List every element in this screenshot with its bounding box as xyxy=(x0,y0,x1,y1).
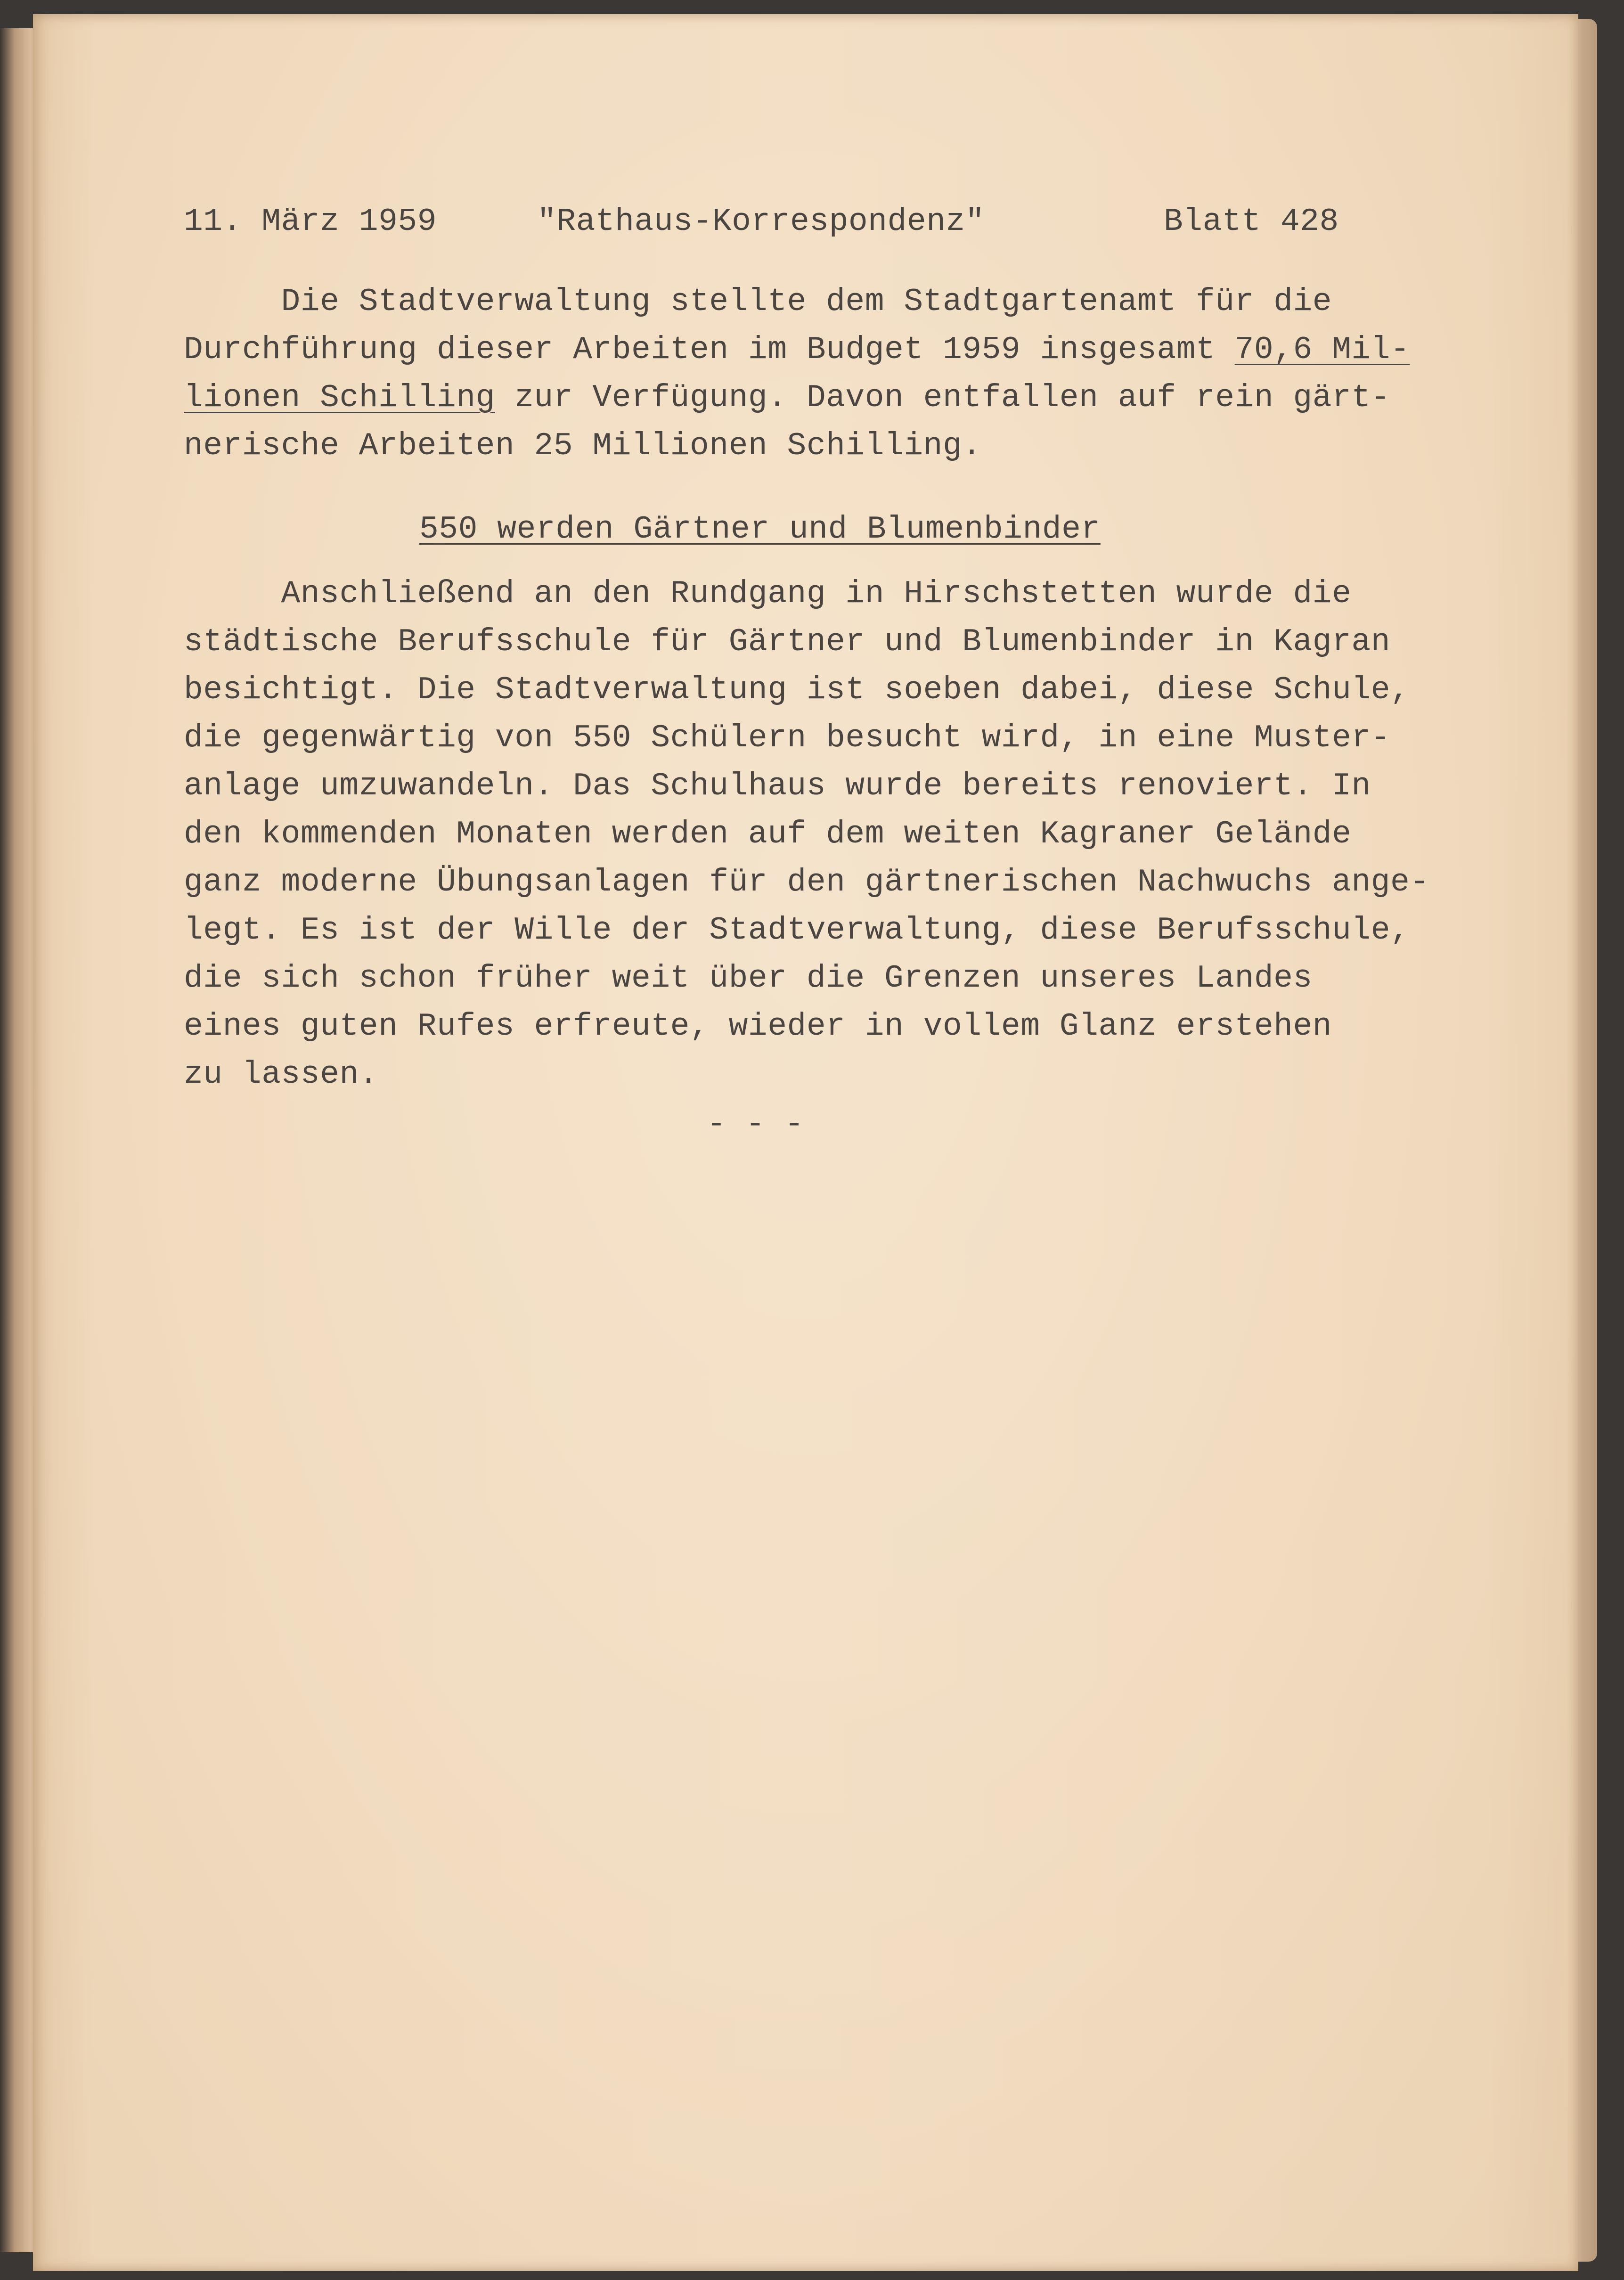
underlined-amount: 70,6 Mil- xyxy=(1234,332,1410,368)
header-publication: "Rathaus-Korrespondenz" xyxy=(537,204,985,240)
paragraph-line: die sich schon früher weit über die Grenzen unseres Landes xyxy=(184,960,1313,997)
paragraph-line: legt. Es ist der Wille der Stadtverwaltung, diese Berufsschule, xyxy=(184,912,1410,948)
section-heading: 550 werden Gärtner und Blumenbinder xyxy=(419,511,1101,548)
paragraph-text: Durchführung dieser Arbeiten im Budget 1959 insgesamt xyxy=(184,332,1235,368)
paragraph-line: ganz moderne Übungsanlagen für den gärtnerischen Nachwuchs ange- xyxy=(184,864,1429,900)
end-of-article-mark: - - - xyxy=(707,1106,804,1143)
paragraph-budget xyxy=(184,278,1410,470)
paragraph-text: zur Verfügung. Davon entfallen auf rein gärt- xyxy=(495,380,1391,416)
paragraph-line: besichtigt. Die Stadtverwaltung ist soeben dabei, diese Schule, xyxy=(184,672,1410,708)
header-sheet-number: Blatt 428 xyxy=(1164,204,1339,240)
paragraph-line: anlage umzuwandeln. Das Schulhaus wurde bereits renoviert. In xyxy=(184,768,1371,804)
paragraph-line: zu lassen. xyxy=(184,1056,379,1093)
paragraph-line: nerische Arbeiten 25 Millionen Schilling. xyxy=(184,428,982,464)
paragraph-line: die gegenwärtig von 550 Schülern besucht wird, in eine Muster- xyxy=(184,720,1391,756)
header-date: 11. März 1959 xyxy=(184,204,437,240)
paragraph-line: Anschließend an den Rundgang in Hirschstetten wurde die xyxy=(184,576,1352,612)
underlined-amount: lionen Schilling xyxy=(184,380,495,416)
paragraph-line: städtische Berufsschule für Gärtner und Blumenbinder in Kagran xyxy=(184,624,1391,660)
paragraph-school xyxy=(184,570,1429,1099)
paragraph-line: den kommenden Monaten werden auf dem weiten Kagraner Gelände xyxy=(184,816,1352,852)
paragraph-line xyxy=(184,326,1410,374)
paragraph-line: eines guten Rufes erfreute, wieder in vollem Glanz erstehen xyxy=(184,1008,1332,1045)
paragraph-line xyxy=(184,374,1410,422)
paragraph-line: Die Stadtverwaltung stellte dem Stadtgartenamt für die xyxy=(184,284,1332,320)
